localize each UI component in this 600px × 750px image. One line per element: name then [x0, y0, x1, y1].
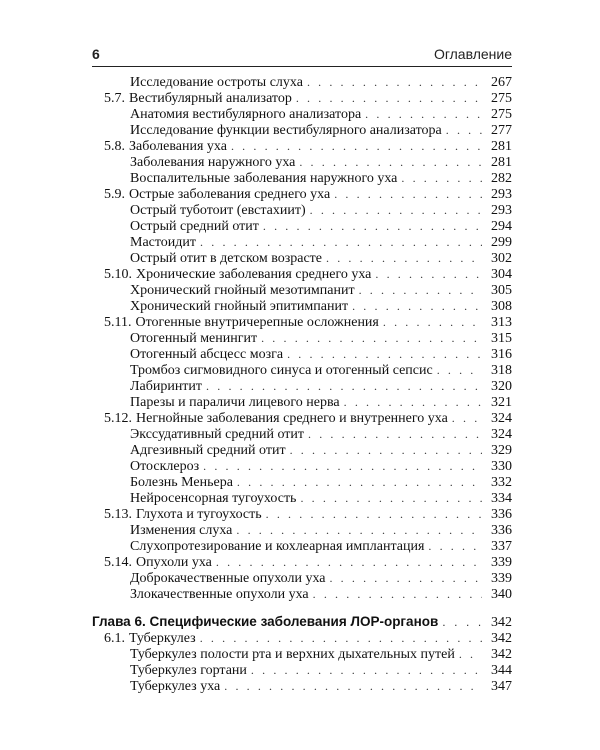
toc-entry-page: 324 — [491, 411, 512, 426]
toc-entry-page: 340 — [491, 587, 512, 602]
dot-leader — [203, 458, 482, 474]
toc-entry-page: 315 — [491, 331, 512, 346]
toc-entry-page: 302 — [491, 251, 512, 266]
toc-entry-title: Анатомия вестибулярного анализатора — [130, 107, 362, 122]
toc-entry-title: Отогенные внутричерепные осложнения — [135, 315, 379, 330]
toc-entry — [92, 138, 512, 154]
toc-entry-page: 294 — [491, 219, 512, 234]
toc-entry-page: 329 — [491, 443, 512, 458]
toc-entry-title: Исследование остроты слуха — [130, 75, 303, 90]
toc-entry-page: 267 — [491, 75, 512, 90]
toc-entry-page: 282 — [491, 171, 512, 186]
toc-entry — [92, 170, 512, 186]
toc-entry-title: Туберкулез уха — [130, 679, 221, 694]
toc-entry-title: Нейросенсорная тугоухость — [130, 491, 297, 506]
toc-entry-number: 5.10. — [104, 267, 132, 282]
toc-entry-title: Воспалительные заболевания наружного уха — [130, 171, 398, 186]
running-header — [92, 46, 512, 64]
toc-entry — [92, 426, 512, 442]
toc-entry-title: Изменения слуха — [130, 523, 233, 538]
dot-leader — [261, 330, 482, 346]
toc-entry-title: Отогенный абсцесс мозга — [130, 347, 284, 362]
toc-entry-page: 342 — [491, 615, 512, 630]
toc-entry-title: Болезнь Меньера — [130, 475, 233, 490]
toc-entry — [92, 346, 512, 362]
toc-entry — [92, 554, 512, 570]
toc-entry-title: Негнойные заболевания среднего и внутреннего уха — [136, 411, 448, 426]
toc-entry-page: 293 — [491, 187, 512, 202]
toc-entry — [92, 314, 512, 330]
dot-leader — [266, 506, 482, 522]
dot-leader — [200, 630, 482, 646]
dot-leader — [263, 218, 482, 234]
dot-leader — [437, 362, 482, 378]
toc-entry — [92, 630, 512, 646]
toc-entry-title: Исследование функции вестибулярного анализатора — [130, 123, 442, 138]
dot-leader — [216, 554, 482, 570]
toc-entry — [92, 186, 512, 202]
toc-entry-page: 305 — [491, 283, 512, 298]
toc-entry-title: Злокачественные опухоли уха — [130, 587, 309, 602]
dot-leader — [310, 202, 482, 218]
toc-entry-page: 334 — [491, 491, 512, 506]
toc-entry-page: 347 — [491, 679, 512, 694]
toc-entry — [92, 266, 512, 282]
toc-entry — [92, 154, 512, 170]
toc-entry-page: 332 — [491, 475, 512, 490]
dot-leader — [236, 522, 482, 538]
toc-entry-page: 336 — [491, 523, 512, 538]
dot-leader — [459, 646, 482, 662]
toc-entry-page: 308 — [491, 299, 512, 314]
dot-leader — [290, 442, 482, 458]
toc-entry — [92, 74, 512, 90]
toc-entry-title: Адгезивный средний отит — [130, 443, 286, 458]
toc-entry — [92, 122, 512, 138]
toc-entry-title: Туберкулез — [129, 631, 196, 646]
toc-entry-title: Хронический гнойный эпитимпанит — [130, 299, 349, 314]
toc-entry — [92, 538, 512, 554]
toc-entry-title: Глухота и тугоухость — [136, 507, 262, 522]
toc-entry-page: 318 — [491, 363, 512, 378]
toc-entry-page: 304 — [491, 267, 512, 282]
dot-leader — [307, 74, 482, 90]
toc-entry — [92, 646, 512, 662]
dot-leader — [442, 614, 482, 630]
toc-entry-number: 5.11. — [104, 315, 132, 330]
toc-entry-title: Заболевания уха — [129, 139, 227, 154]
toc-entry — [92, 410, 512, 426]
toc-entry-title: Острые заболевания среднего уха — [129, 187, 331, 202]
toc-entry — [92, 586, 512, 602]
toc-entry-page: 313 — [491, 315, 512, 330]
dot-leader — [251, 662, 482, 678]
toc-entry-title: Парезы и параличи лицевого нерва — [130, 395, 340, 410]
toc-entry-title: Заболевания наружного уха — [130, 155, 296, 170]
toc-entry-page: 275 — [491, 107, 512, 122]
dot-leader — [446, 122, 482, 138]
toc-entry — [92, 202, 512, 218]
toc-entry — [92, 282, 512, 298]
toc-entry-title: Вестибулярный анализатор — [129, 91, 292, 106]
dot-leader — [334, 186, 482, 202]
page-number: 6 — [92, 46, 100, 62]
dot-leader — [329, 570, 482, 586]
toc-entry-page: 321 — [491, 395, 512, 410]
table-of-contents — [92, 74, 512, 694]
dot-leader — [206, 378, 482, 394]
toc-entry — [92, 458, 512, 474]
dot-leader — [299, 154, 482, 170]
toc-entry-number: 5.8. — [104, 139, 125, 154]
dot-leader — [383, 314, 482, 330]
toc-entry-title: Туберкулез полости рта и верхних дыхательных путей — [130, 647, 455, 662]
toc-entry-title: Слухопротезирование и кохлеарная имплантация — [130, 539, 425, 554]
toc-entry — [92, 90, 512, 106]
toc-entry-page: 316 — [491, 347, 512, 362]
toc-entry-page: 337 — [491, 539, 512, 554]
toc-entry-title: Опухоли уха — [136, 555, 212, 570]
toc-entry — [92, 218, 512, 234]
toc-entry-page: 336 — [491, 507, 512, 522]
toc-entry-title: Острый средний отит — [130, 219, 259, 234]
toc-entry-title: Туберкулез гортани — [130, 663, 247, 678]
toc-entry-page: 330 — [491, 459, 512, 474]
dot-leader — [224, 678, 482, 694]
toc-entry — [92, 442, 512, 458]
dot-leader — [287, 346, 482, 362]
toc-entry — [92, 474, 512, 490]
toc-entry-title: Тромбоз сигмовидного синуса и отогенный сепсис — [130, 363, 433, 378]
toc-entry-number: 5.13. — [104, 507, 132, 522]
dot-leader — [352, 298, 482, 314]
toc-entry-number: 5.9. — [104, 187, 125, 202]
toc-entry-title: Мастоидит — [130, 235, 197, 250]
toc-entry-page: 281 — [491, 155, 512, 170]
dot-leader — [308, 426, 482, 442]
dot-leader — [375, 266, 482, 282]
toc-entry-title: Отосклероз — [130, 459, 200, 474]
toc-entry-title: Доброкачественные опухоли уха — [130, 571, 326, 586]
toc-entry-title: Острый отит в детском возрасте — [130, 251, 322, 266]
toc-entry-page: 299 — [491, 235, 512, 250]
toc-entry-title: Глава 6. Специфические заболевания ЛОР-органов — [92, 614, 439, 629]
dot-leader — [300, 490, 482, 506]
dot-leader — [359, 282, 482, 298]
toc-chapter-entry — [92, 614, 512, 630]
toc-entry-page: 281 — [491, 139, 512, 154]
toc-entry-number: 5.14. — [104, 555, 132, 570]
toc-entry-page: 339 — [491, 555, 512, 570]
toc-entry — [92, 298, 512, 314]
toc-entry — [92, 106, 512, 122]
toc-entry — [92, 662, 512, 678]
toc-entry-page: 275 — [491, 91, 512, 106]
toc-entry — [92, 378, 512, 394]
toc-entry — [92, 570, 512, 586]
dot-leader — [365, 106, 482, 122]
toc-entry-page: 342 — [491, 631, 512, 646]
running-title: Оглавление — [433, 46, 512, 62]
dot-leader — [200, 234, 482, 250]
toc-entry-title: Экссудативный средний отит — [130, 427, 305, 442]
header-rule — [92, 66, 512, 67]
toc-entry-title: Отогенный менингит — [130, 331, 258, 346]
toc-entry-title: Хронический гнойный мезотимпанит — [130, 283, 355, 298]
dot-leader — [231, 138, 482, 154]
toc-entry-page: 324 — [491, 427, 512, 442]
dot-leader — [296, 90, 482, 106]
dot-leader — [401, 170, 482, 186]
toc-entry-title: Хронические заболевания среднего уха — [136, 267, 372, 282]
dot-leader — [237, 474, 482, 490]
toc-entry-number: 6.1. — [104, 631, 125, 646]
dot-leader — [452, 410, 482, 426]
dot-leader — [313, 586, 482, 602]
toc-entry-title: Лабиринтит — [130, 379, 203, 394]
toc-entry — [92, 678, 512, 694]
toc-entry — [92, 490, 512, 506]
toc-entry — [92, 522, 512, 538]
toc-entry-title: Острый туботоит (евстахиит) — [130, 203, 306, 218]
toc-entry-number: 5.12. — [104, 411, 132, 426]
toc-entry-page: 344 — [491, 663, 512, 678]
toc-entry — [92, 250, 512, 266]
toc-entry-number: 5.7. — [104, 91, 125, 106]
toc-entry-page: 339 — [491, 571, 512, 586]
toc-entry — [92, 330, 512, 346]
toc-entry-page: 320 — [491, 379, 512, 394]
toc-entry-page: 293 — [491, 203, 512, 218]
toc-entry — [92, 234, 512, 250]
dot-leader — [326, 250, 482, 266]
dot-leader — [344, 394, 482, 410]
toc-entry — [92, 394, 512, 410]
toc-entry — [92, 362, 512, 378]
toc-entry — [92, 506, 512, 522]
dot-leader — [428, 538, 482, 554]
toc-entry-page: 277 — [491, 123, 512, 138]
toc-entry-page: 342 — [491, 647, 512, 662]
